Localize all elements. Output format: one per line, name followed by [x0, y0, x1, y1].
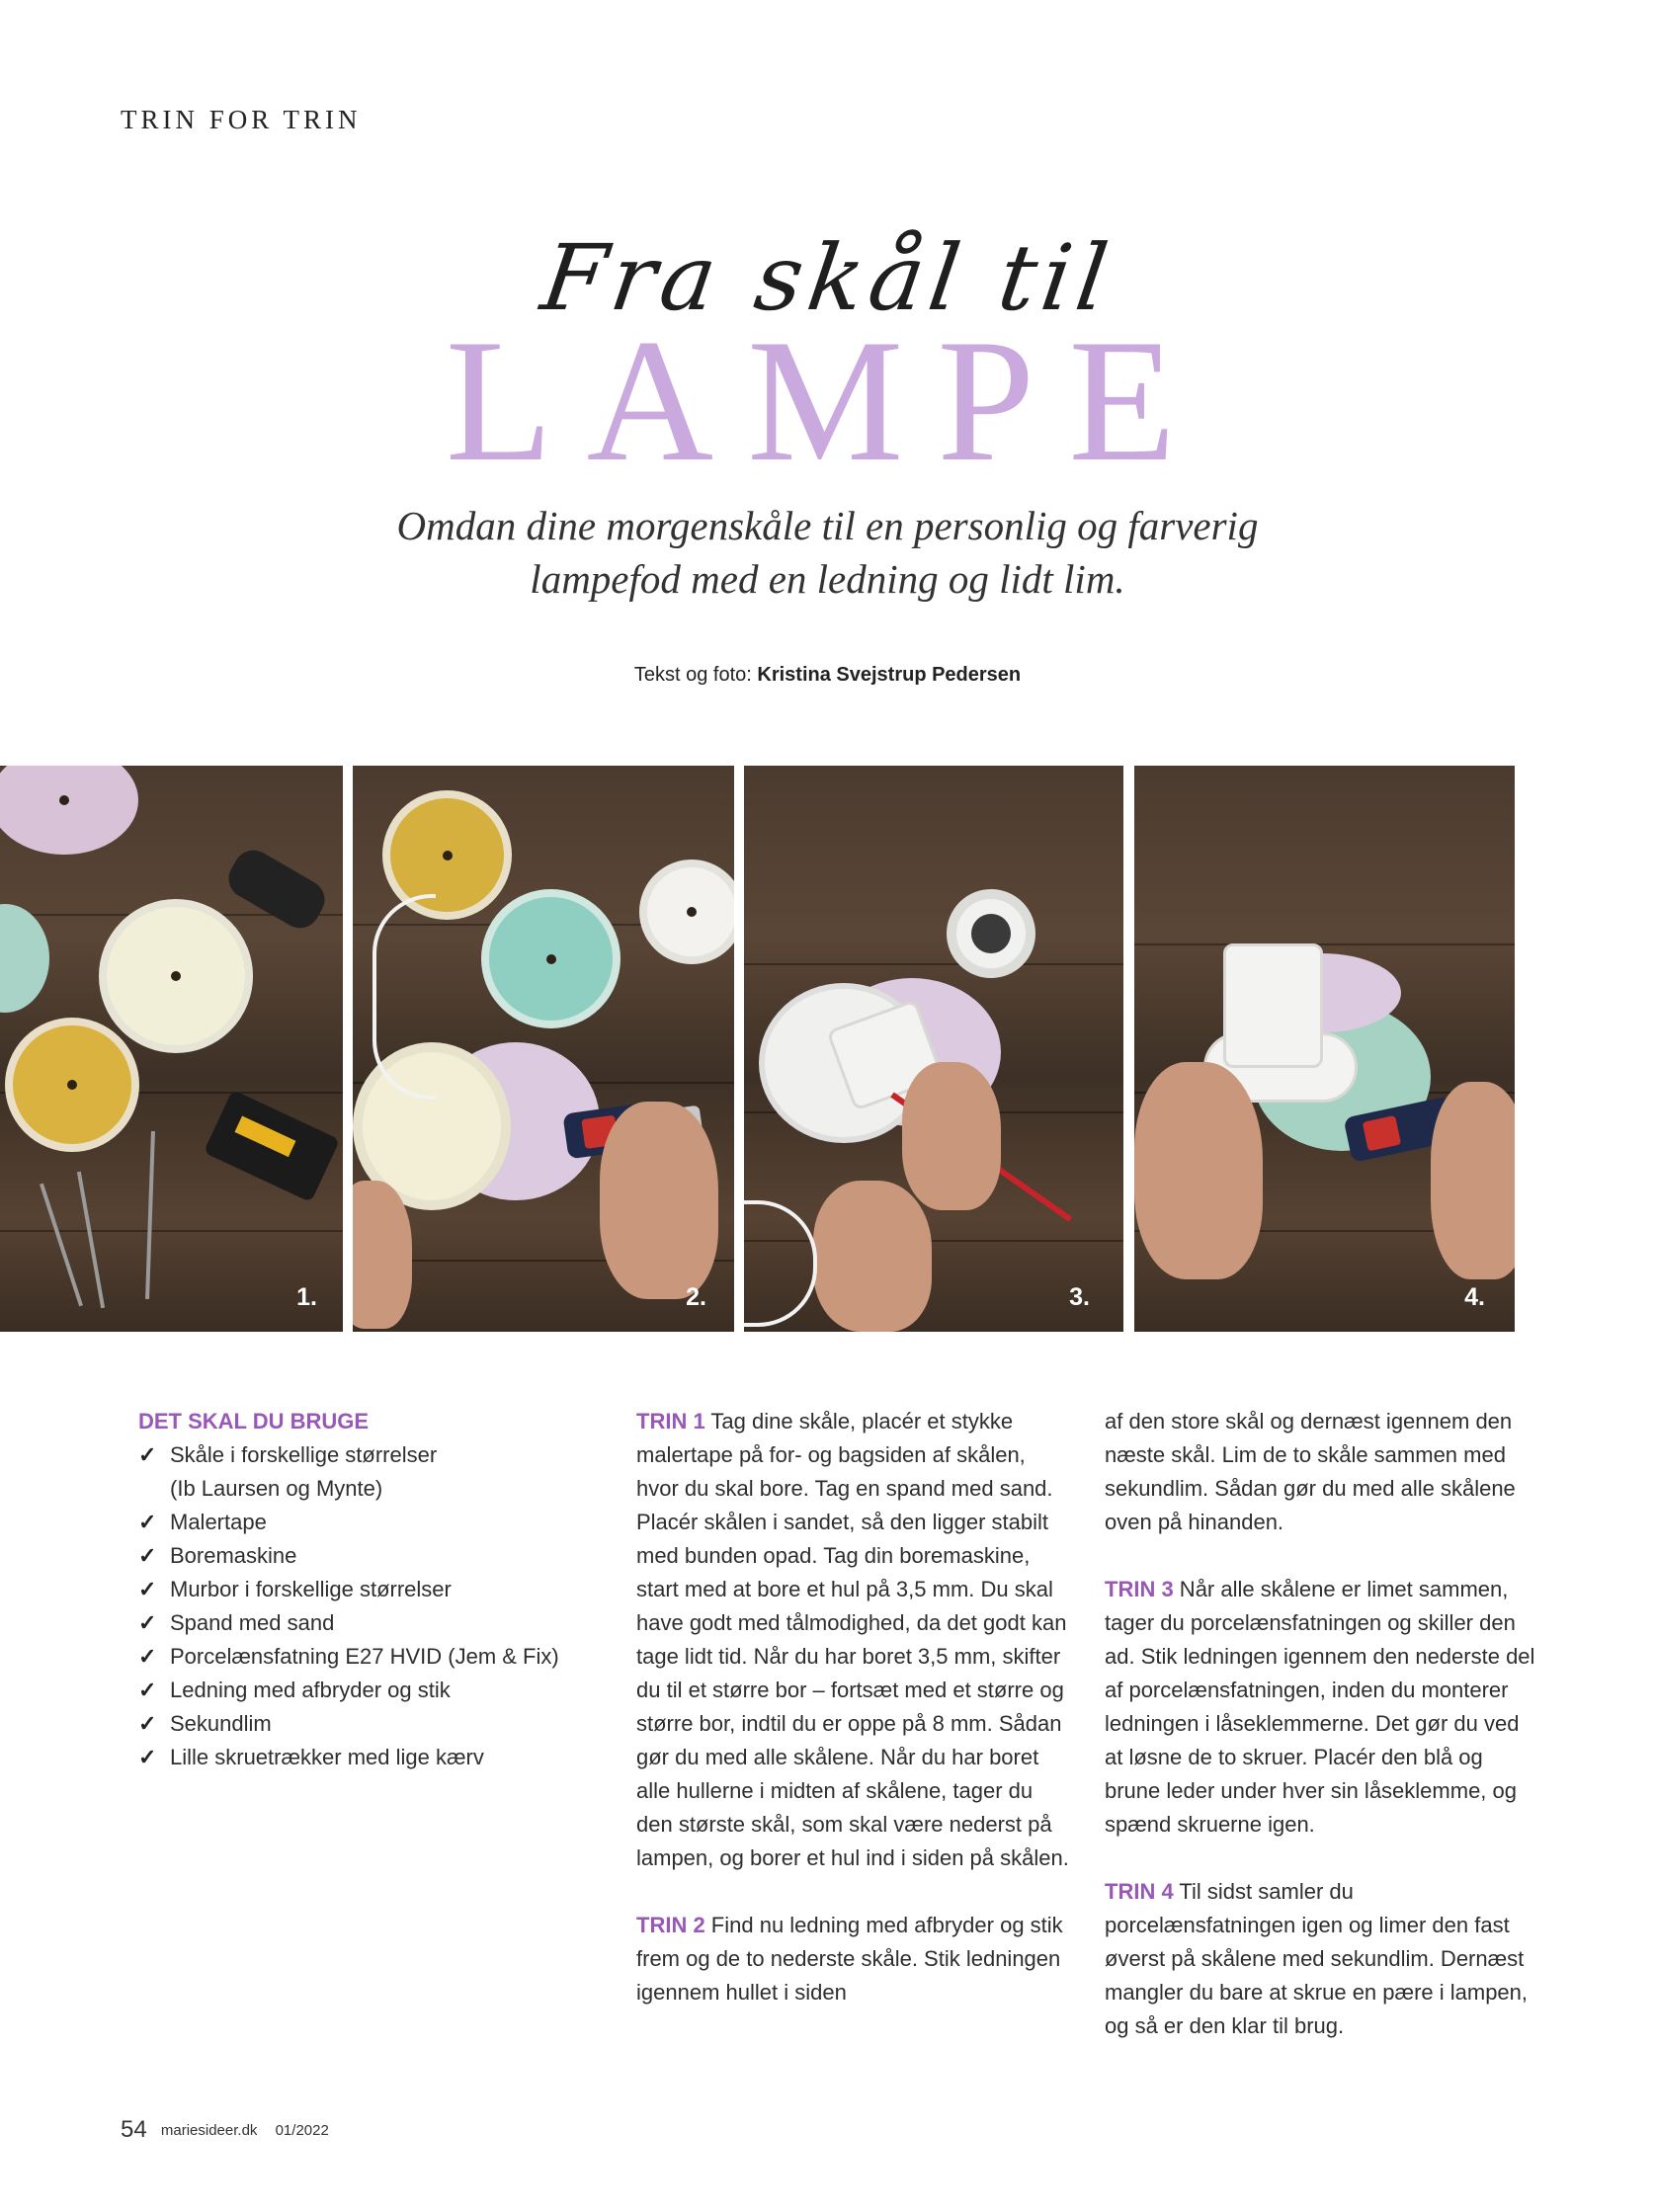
- bowl-yellow: [382, 790, 512, 920]
- bowl-mint: [0, 904, 49, 1013]
- page-title: LAMPE: [445, 302, 1210, 498]
- hand: [600, 1102, 718, 1299]
- drill: [221, 843, 332, 935]
- list-item: ✓ Sekundlim: [138, 1707, 603, 1741]
- step-label: TRIN 3: [1105, 1577, 1174, 1601]
- list-item: ✓ Ledning med afbryder og stik: [138, 1674, 603, 1707]
- steps-column-2: [636, 1405, 1071, 2043]
- check-icon: ✓: [138, 1610, 157, 1635]
- cable: [744, 1200, 817, 1327]
- bowl-lilac: [0, 766, 138, 855]
- photo-number: 3.: [1069, 1283, 1090, 1311]
- byline-label: Tekst og foto:: [633, 664, 752, 686]
- materials-box: [138, 1405, 603, 1774]
- step-photo-2: [353, 766, 734, 1332]
- bowl-yellow: [5, 1018, 139, 1152]
- step-1: TRIN 1 Tag dine skåle, placér et stykke malertape på for- og bagsiden af skålen, hvor du skal bore. Tag en spand med sand. Placér skålen i sandet, så den ligger stabilt med bunden opad. Tag din boremaskine, start med at bore et hul på 3,5 mm. Du skal have godt med tålmodighed, da det godt kan tage lidt tid. Når du har boret 3,5 mm, skifter du til et større bor – fortsæt med et større og større bor, indtil du er oppe på 8 mm. Sådan gør du med alle skålene. Når du har boret alle hullerne i midten af skålene, tager du den største skål, som skal være nederst på lampen, og borer et hul ind i siden på skålen.: [636, 1409, 1069, 1870]
- list-item: ✓ Boremaskine: [138, 1539, 603, 1573]
- list-item: ✓ Spand med sand: [138, 1606, 603, 1640]
- footer-site: mariesideer.dk: [160, 2122, 258, 2139]
- check-icon: ✓: [138, 1577, 157, 1601]
- check-icon: ✓: [138, 1745, 157, 1769]
- check-icon: ✓: [138, 1711, 157, 1736]
- drill-battery: [204, 1090, 340, 1202]
- step-2: TRIN 2 Find nu ledning med afbryder og stik frem og de to nederste skåle. Stik ledningen igennem hullet i siden: [636, 1913, 1063, 2005]
- step-label: TRIN 2: [636, 1913, 705, 1937]
- hand: [1134, 1062, 1263, 1279]
- photo-number: 2.: [686, 1283, 706, 1311]
- list-item-continuation: (Ib Laursen og Mynte): [170, 1476, 383, 1501]
- lamp-socket: [1223, 943, 1323, 1068]
- footer-issue: 01/2022: [275, 2122, 329, 2139]
- bowl-mint: [481, 889, 621, 1028]
- socket-ring: [947, 889, 1035, 978]
- page-footer: [121, 2116, 329, 2144]
- hand: [353, 1181, 412, 1329]
- bowl-white: [639, 860, 734, 964]
- cable: [372, 894, 436, 1100]
- bowl-cream: [99, 899, 253, 1053]
- step-label: TRIN 1: [636, 1409, 705, 1434]
- step-label: TRIN 4: [1105, 1879, 1174, 1904]
- page-number: 54: [121, 2116, 147, 2143]
- step-3: TRIN 3 Når alle skålene er limet sammen, tager du porcelænsfatningen og skiller den ad. Stik ledningen igennem den nederste del af porcelænsfatningen, inden du monterer ledningen i låseklemmerne. Det gør du ved at løsne de to skruer. Placér den blå og brune leder under hver sin låseklemme, og spænd skruerne igen.: [1105, 1577, 1535, 1837]
- step-photo-1: [0, 766, 343, 1332]
- lede-line-2: lampefod med en ledning og lidt lim.: [530, 556, 1125, 602]
- photo-number: 4.: [1464, 1283, 1485, 1311]
- lede: [296, 499, 1359, 606]
- hand: [813, 1181, 932, 1332]
- photo-strip: [0, 766, 1655, 1332]
- drill-bit: [145, 1131, 155, 1299]
- step-photo-4: [1134, 766, 1515, 1332]
- list-item: ✓ Porcelænsfatning E27 HVID (Jem & Fix): [138, 1640, 603, 1674]
- step-2-continued: af den store skål og dernæst igennem den næste skål. Lim de to skåle sammen med sekundlim. Sådan gør du med alle skålene oven på hinanden.: [1105, 1409, 1516, 1534]
- step-photo-3: [744, 766, 1123, 1332]
- check-icon: ✓: [138, 1543, 157, 1568]
- check-icon: ✓: [138, 1442, 157, 1467]
- materials-list: [138, 1438, 603, 1774]
- list-item: ✓ Murbor i forskellige størrelser: [138, 1573, 603, 1606]
- step-4: TRIN 4 Til sidst samler du porcelænsfatningen igen og limer den fast øverst på skålene med sekundlim. Dernæst mangler du bare at skrue en pære i lampen, og så er den klar til brug.: [1105, 1879, 1529, 2038]
- photo-number: 1.: [296, 1283, 317, 1311]
- list-item: ✓ Lille skruetrækker med lige kærv: [138, 1741, 603, 1774]
- section-kicker: TRIN FOR TRIN: [121, 105, 362, 134]
- hand: [1431, 1082, 1515, 1279]
- check-icon: ✓: [138, 1678, 157, 1702]
- byline-name: Kristina Svejstrup Pedersen: [757, 664, 1022, 686]
- check-icon: ✓: [138, 1510, 157, 1534]
- drill-bit: [40, 1184, 83, 1307]
- lede-line-1: Omdan dine morgenskåle til en personlig og farverig: [396, 503, 1259, 548]
- drill-bit: [77, 1172, 105, 1309]
- check-icon: ✓: [138, 1644, 157, 1669]
- list-item: ✓ Malertape: [138, 1506, 603, 1539]
- list-item: ✓ Skåle i forskellige størrelser: [138, 1438, 603, 1472]
- script-title: Fra skål til: [535, 225, 1120, 331]
- steps-column-3: [1105, 1405, 1539, 2077]
- materials-heading: DET SKAL DU BRUGE: [138, 1409, 370, 1434]
- hand: [902, 1062, 1001, 1210]
- byline: [0, 664, 1655, 687]
